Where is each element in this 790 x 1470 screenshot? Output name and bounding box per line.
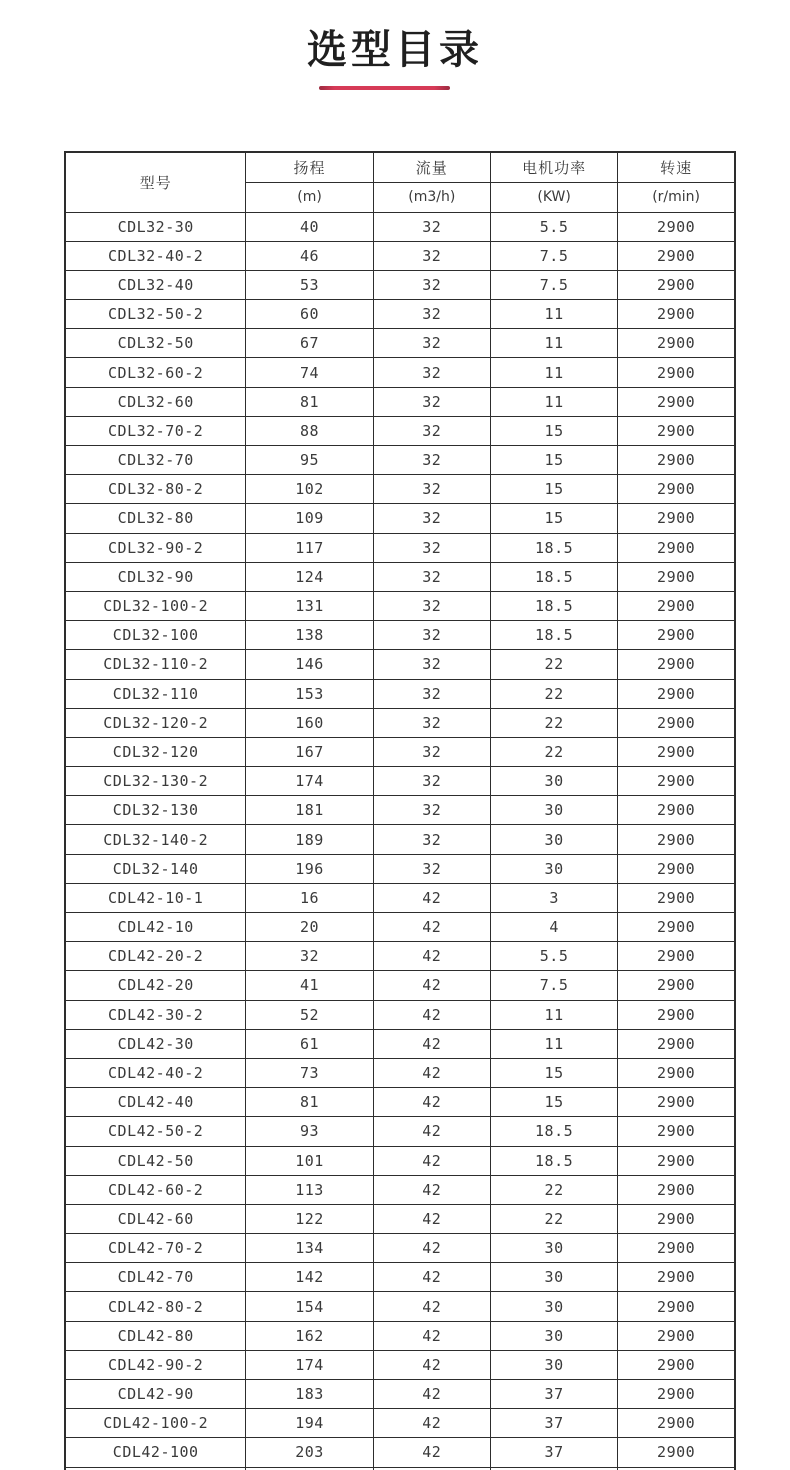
power-cell: 11 — [490, 387, 617, 416]
head-cell: 124 — [246, 562, 373, 591]
header-speed: 转速 — [618, 152, 735, 182]
head-cell: 61 — [246, 1029, 373, 1058]
table-row — [65, 883, 735, 912]
speed-cell: 2900 — [618, 591, 735, 620]
flow-cell: 32 — [373, 591, 490, 620]
power-cell: 18.5 — [490, 1146, 617, 1175]
model-cell: CDL32-80-2 — [65, 475, 246, 504]
head-cell: 146 — [246, 650, 373, 679]
model-cell: CDL32-70 — [65, 446, 246, 475]
table-row — [65, 387, 735, 416]
model-cell: CDL32-130-2 — [65, 767, 246, 796]
power-cell: 5.5 — [490, 212, 617, 241]
flow-cell: 42 — [373, 942, 490, 971]
flow-cell: 32 — [373, 416, 490, 445]
flow-cell: 42 — [373, 1321, 490, 1350]
speed-cell: 2900 — [618, 1234, 735, 1263]
head-cell: 203 — [246, 1438, 373, 1467]
flow-cell: 42 — [373, 1175, 490, 1204]
speed-cell: 2900 — [618, 446, 735, 475]
table-row — [65, 708, 735, 737]
head-cell: 174 — [246, 1350, 373, 1379]
speed-cell: 2900 — [618, 562, 735, 591]
speed-cell: 2900 — [618, 1292, 735, 1321]
power-cell: 15 — [490, 475, 617, 504]
head-cell: 101 — [246, 1146, 373, 1175]
head-cell: 134 — [246, 1234, 373, 1263]
flow-cell: 32 — [373, 270, 490, 299]
power-cell: 11 — [490, 300, 617, 329]
power-cell: 7.5 — [490, 270, 617, 299]
table-row — [65, 475, 735, 504]
table-row — [65, 1146, 735, 1175]
power-cell: 15 — [490, 1088, 617, 1117]
power-cell: 30 — [490, 1321, 617, 1350]
head-cell: 53 — [246, 270, 373, 299]
flow-cell: 42 — [373, 1000, 490, 1029]
flow-cell: 42 — [373, 1380, 490, 1409]
model-cell: CDL32-90-2 — [65, 533, 246, 562]
speed-cell: 2900 — [618, 358, 735, 387]
power-cell: 30 — [490, 1292, 617, 1321]
model-cell: CDL42-40-2 — [65, 1058, 246, 1087]
table-row — [65, 1088, 735, 1117]
head-cell: 196 — [246, 854, 373, 883]
model-cell: CDL42-100 — [65, 1438, 246, 1467]
table-row — [65, 737, 735, 766]
table-row — [65, 270, 735, 299]
speed-cell: 2900 — [618, 1088, 735, 1117]
table-row — [65, 1117, 735, 1146]
table-row — [65, 942, 735, 971]
speed-cell: 2900 — [618, 708, 735, 737]
speed-cell: 2900 — [618, 1409, 735, 1438]
model-cell: CDL42-70-2 — [65, 1234, 246, 1263]
flow-cell: 42 — [373, 1234, 490, 1263]
model-cell: CDL32-120-2 — [65, 708, 246, 737]
power-cell: 37 — [490, 1380, 617, 1409]
model-cell: CDL42-20-2 — [65, 942, 246, 971]
power-cell: 11 — [490, 358, 617, 387]
power-cell: 18.5 — [490, 591, 617, 620]
power-cell: 11 — [490, 329, 617, 358]
head-cell: 117 — [246, 533, 373, 562]
model-cell: CDL32-50 — [65, 329, 246, 358]
model-cell: CDL42-70 — [65, 1263, 246, 1292]
model-cell: CDL32-70-2 — [65, 416, 246, 445]
power-cell: 7.5 — [490, 241, 617, 270]
speed-cell: 2900 — [618, 387, 735, 416]
table-row — [65, 796, 735, 825]
flow-cell: 32 — [373, 737, 490, 766]
flow-cell: 32 — [373, 533, 490, 562]
table-row — [65, 650, 735, 679]
model-cell: CDL42-20 — [65, 971, 246, 1000]
table-row — [65, 504, 735, 533]
header-flow: 流量 — [373, 152, 490, 182]
model-cell: CDL32-110 — [65, 679, 246, 708]
model-cell: CDL42-30-2 — [65, 1000, 246, 1029]
power-cell: 15 — [490, 504, 617, 533]
power-cell: 15 — [490, 446, 617, 475]
head-cell: 67 — [246, 329, 373, 358]
header-model: 型号 — [65, 152, 246, 212]
model-cell: CDL42-50-2 — [65, 1117, 246, 1146]
power-cell: 30 — [490, 1350, 617, 1379]
flow-cell: 42 — [373, 1350, 490, 1379]
head-cell: 95 — [246, 446, 373, 475]
model-cell: CDL32-100-2 — [65, 591, 246, 620]
flow-cell: 32 — [373, 446, 490, 475]
head-cell: 160 — [246, 708, 373, 737]
model-cell: CDL42-50 — [65, 1146, 246, 1175]
power-cell: 30 — [490, 1234, 617, 1263]
head-cell: 142 — [246, 1263, 373, 1292]
speed-cell: 2900 — [618, 300, 735, 329]
header-row-labels — [65, 152, 735, 182]
flow-cell: 32 — [373, 329, 490, 358]
flow-cell: 32 — [373, 387, 490, 416]
head-cell: 93 — [246, 1117, 373, 1146]
table-row — [65, 1058, 735, 1087]
model-cell: CDL32-90 — [65, 562, 246, 591]
model-cell: CDL32-60 — [65, 387, 246, 416]
speed-cell: 2900 — [618, 796, 735, 825]
table-row — [65, 1234, 735, 1263]
speed-cell: 2900 — [618, 1204, 735, 1233]
head-cell: 189 — [246, 825, 373, 854]
speed-cell: 2900 — [618, 737, 735, 766]
model-cell: CDL32-120 — [65, 737, 246, 766]
model-cell: CDL42-90 — [65, 1380, 246, 1409]
power-cell: 11 — [490, 1000, 617, 1029]
head-cell: 183 — [246, 1380, 373, 1409]
power-cell: 30 — [490, 825, 617, 854]
model-cell: CDL42-90-2 — [65, 1350, 246, 1379]
model-cell: CDL32-60-2 — [65, 358, 246, 387]
table-row — [65, 1321, 735, 1350]
model-cell: CDL42-30 — [65, 1029, 246, 1058]
model-cell: CDL42-80 — [65, 1321, 246, 1350]
head-cell: 109 — [246, 504, 373, 533]
model-cell: CDL32-50-2 — [65, 300, 246, 329]
speed-cell: 2900 — [618, 1029, 735, 1058]
head-cell: 154 — [246, 1292, 373, 1321]
speed-cell: 2900 — [618, 329, 735, 358]
header-flow-unit: (m3/h) — [373, 182, 490, 212]
title-accent-line — [319, 86, 450, 90]
speed-cell: 2900 — [618, 1263, 735, 1292]
speed-cell: 2900 — [618, 971, 735, 1000]
header-power-unit: (KW) — [490, 182, 617, 212]
head-cell: 138 — [246, 621, 373, 650]
head-cell: 174 — [246, 767, 373, 796]
table-row — [65, 971, 735, 1000]
model-cell: CDL32-130 — [65, 796, 246, 825]
head-cell: 181 — [246, 796, 373, 825]
power-cell: 22 — [490, 1175, 617, 1204]
flow-cell: 32 — [373, 679, 490, 708]
head-cell: 20 — [246, 913, 373, 942]
power-cell: 22 — [490, 650, 617, 679]
model-cell: CDL42-60-2 — [65, 1175, 246, 1204]
power-cell: 22 — [490, 708, 617, 737]
power-cell: 22 — [490, 1204, 617, 1233]
flow-cell: 42 — [373, 1058, 490, 1087]
table-row — [65, 562, 735, 591]
power-cell: 30 — [490, 854, 617, 883]
model-cell: CDL42-40 — [65, 1088, 246, 1117]
flow-cell: 42 — [373, 1117, 490, 1146]
table-row — [65, 1292, 735, 1321]
flow-cell: 32 — [373, 650, 490, 679]
speed-cell: 2900 — [618, 650, 735, 679]
speed-cell: 2900 — [618, 1380, 735, 1409]
head-cell: 60 — [246, 300, 373, 329]
table-row — [65, 1029, 735, 1058]
power-cell: 18.5 — [490, 621, 617, 650]
table-row — [65, 300, 735, 329]
table-row — [65, 621, 735, 650]
speed-cell: 2900 — [618, 504, 735, 533]
head-cell: 162 — [246, 1321, 373, 1350]
speed-cell: 2900 — [618, 475, 735, 504]
speed-cell: 2900 — [618, 416, 735, 445]
power-cell: 30 — [490, 1263, 617, 1292]
flow-cell: 42 — [373, 1263, 490, 1292]
model-cell: CDL42-80-2 — [65, 1292, 246, 1321]
head-cell: 74 — [246, 358, 373, 387]
head-cell: 88 — [246, 416, 373, 445]
power-cell: 4 — [490, 913, 617, 942]
flow-cell: 32 — [373, 300, 490, 329]
speed-cell: 2900 — [618, 679, 735, 708]
power-cell: 22 — [490, 737, 617, 766]
table-row — [65, 767, 735, 796]
power-cell: 30 — [490, 796, 617, 825]
model-cell: CDL32-40 — [65, 270, 246, 299]
table-row — [65, 1380, 735, 1409]
header-head-unit: (m) — [246, 182, 373, 212]
pump-selection-table — [64, 151, 736, 1470]
power-cell: 5.5 — [490, 942, 617, 971]
table-row — [65, 416, 735, 445]
model-cell: CDL42-10 — [65, 913, 246, 942]
speed-cell: 2900 — [618, 270, 735, 299]
flow-cell: 42 — [373, 1292, 490, 1321]
flow-cell: 42 — [373, 1409, 490, 1438]
table-header — [65, 152, 735, 212]
head-cell: 194 — [246, 1409, 373, 1438]
table-row — [65, 212, 735, 241]
power-cell: 7.5 — [490, 971, 617, 1000]
head-cell: 16 — [246, 883, 373, 912]
speed-cell: 2900 — [618, 1146, 735, 1175]
power-cell: 22 — [490, 679, 617, 708]
flow-cell: 32 — [373, 475, 490, 504]
speed-cell: 2900 — [618, 1321, 735, 1350]
power-cell: 15 — [490, 416, 617, 445]
power-cell: 30 — [490, 767, 617, 796]
table-row — [65, 329, 735, 358]
flow-cell: 42 — [373, 883, 490, 912]
speed-cell: 2900 — [618, 212, 735, 241]
table-row — [65, 1175, 735, 1204]
flow-cell: 32 — [373, 621, 490, 650]
table-row — [65, 679, 735, 708]
power-cell: 18.5 — [490, 562, 617, 591]
table-row — [65, 241, 735, 270]
flow-cell: 32 — [373, 825, 490, 854]
model-cell: CDL32-110-2 — [65, 650, 246, 679]
table-row — [65, 825, 735, 854]
speed-cell: 2900 — [618, 1438, 735, 1467]
table-row — [65, 591, 735, 620]
head-cell: 122 — [246, 1204, 373, 1233]
power-cell: 37 — [490, 1438, 617, 1467]
model-cell: CDL32-100 — [65, 621, 246, 650]
flow-cell: 42 — [373, 1438, 490, 1467]
speed-cell: 2900 — [618, 621, 735, 650]
table-row — [65, 1350, 735, 1379]
speed-cell: 2900 — [618, 942, 735, 971]
head-cell: 46 — [246, 241, 373, 270]
power-cell: 18.5 — [490, 533, 617, 562]
speed-cell: 2900 — [618, 854, 735, 883]
flow-cell: 32 — [373, 504, 490, 533]
power-cell: 18.5 — [490, 1117, 617, 1146]
header-power: 电机功率 — [490, 152, 617, 182]
table-row — [65, 1438, 735, 1467]
speed-cell: 2900 — [618, 1175, 735, 1204]
table-row — [65, 1409, 735, 1438]
flow-cell: 32 — [373, 854, 490, 883]
table-row — [65, 1000, 735, 1029]
model-cell: CDL42-100-2 — [65, 1409, 246, 1438]
flow-cell: 32 — [373, 796, 490, 825]
power-cell: 11 — [490, 1029, 617, 1058]
flow-cell: 42 — [373, 1088, 490, 1117]
head-cell: 52 — [246, 1000, 373, 1029]
head-cell: 102 — [246, 475, 373, 504]
speed-cell: 2900 — [618, 883, 735, 912]
head-cell: 81 — [246, 387, 373, 416]
flow-cell: 32 — [373, 708, 490, 737]
speed-cell: 2900 — [618, 1058, 735, 1087]
flow-cell: 42 — [373, 971, 490, 1000]
table-row — [65, 533, 735, 562]
speed-cell: 2900 — [618, 913, 735, 942]
flow-cell: 42 — [373, 913, 490, 942]
speed-cell: 2900 — [618, 1350, 735, 1379]
head-cell: 32 — [246, 942, 373, 971]
head-cell: 131 — [246, 591, 373, 620]
head-cell: 153 — [246, 679, 373, 708]
flow-cell: 32 — [373, 562, 490, 591]
power-cell: 37 — [490, 1409, 617, 1438]
power-cell: 15 — [490, 1058, 617, 1087]
speed-cell: 2900 — [618, 825, 735, 854]
power-cell: 3 — [490, 883, 617, 912]
speed-cell: 2900 — [618, 241, 735, 270]
flow-cell: 32 — [373, 358, 490, 387]
speed-cell: 2900 — [618, 533, 735, 562]
page-title: 选型目录 — [307, 27, 483, 73]
speed-cell: 2900 — [618, 1117, 735, 1146]
head-cell: 81 — [246, 1088, 373, 1117]
header-head: 扬程 — [246, 152, 373, 182]
head-cell: 40 — [246, 212, 373, 241]
head-cell: 73 — [246, 1058, 373, 1087]
flow-cell: 32 — [373, 212, 490, 241]
table-row — [65, 358, 735, 387]
flow-cell: 32 — [373, 767, 490, 796]
table-row — [65, 446, 735, 475]
head-cell: 41 — [246, 971, 373, 1000]
model-cell: CDL32-140 — [65, 854, 246, 883]
flow-cell: 42 — [373, 1029, 490, 1058]
table-row — [65, 1204, 735, 1233]
model-cell: CDL32-80 — [65, 504, 246, 533]
table-body — [65, 212, 735, 1470]
header-speed-unit: (r/min) — [618, 182, 735, 212]
model-cell: CDL42-60 — [65, 1204, 246, 1233]
head-cell: 167 — [246, 737, 373, 766]
model-cell: CDL32-140-2 — [65, 825, 246, 854]
speed-cell: 2900 — [618, 1000, 735, 1029]
table-row — [65, 913, 735, 942]
flow-cell: 42 — [373, 1146, 490, 1175]
model-cell: CDL42-10-1 — [65, 883, 246, 912]
speed-cell: 2900 — [618, 767, 735, 796]
model-cell: CDL32-30 — [65, 212, 246, 241]
flow-cell: 42 — [373, 1204, 490, 1233]
table-row — [65, 854, 735, 883]
flow-cell: 32 — [373, 241, 490, 270]
table-row — [65, 1263, 735, 1292]
model-cell: CDL32-40-2 — [65, 241, 246, 270]
head-cell: 113 — [246, 1175, 373, 1204]
